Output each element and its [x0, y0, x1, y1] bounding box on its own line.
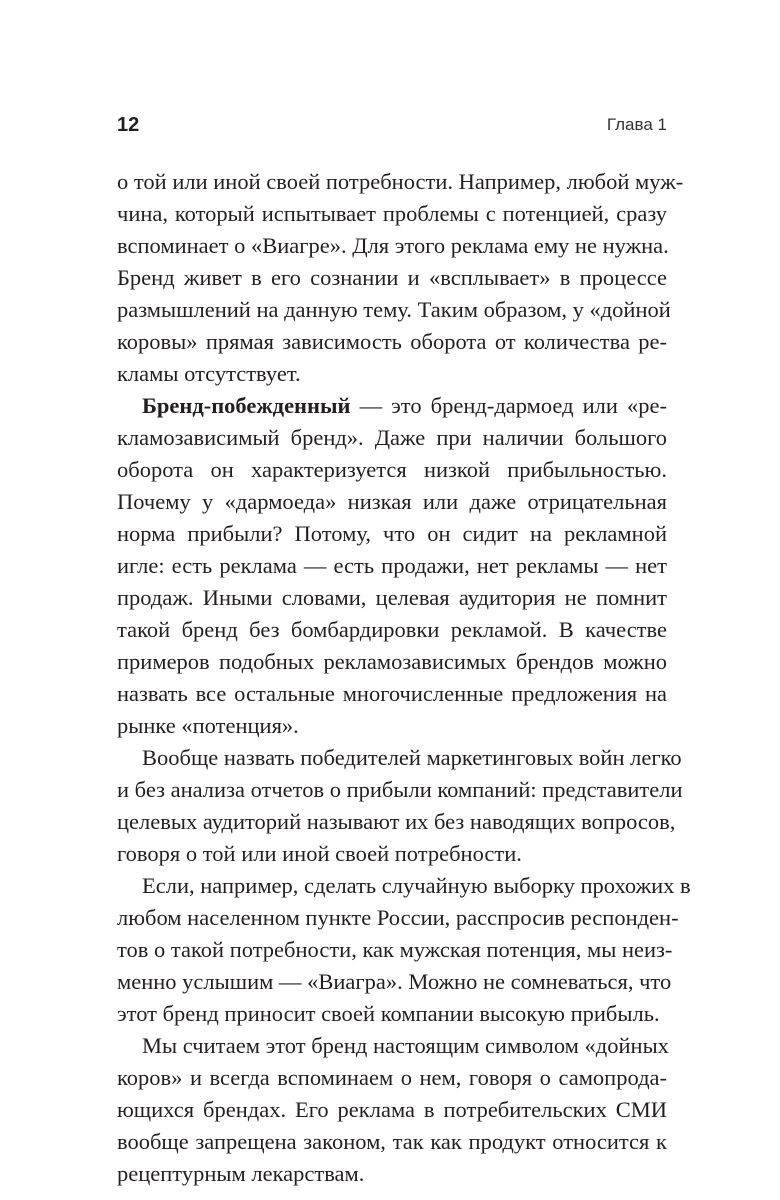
- text-line: такой бренд без бомбардировки рекламой. В качестве: [117, 617, 667, 642]
- text-line: чина, который испытывает проблемы с потенцией, сразу: [117, 201, 667, 226]
- paragraph: [117, 390, 667, 742]
- text-line: назвать все остальные многочисленные предложения на: [117, 681, 667, 706]
- text-line: норма прибыли? Потому, что он сидит на рекламной: [117, 521, 667, 546]
- text-line: менно услышим — «Виагра». Можно не сомневаться, что: [117, 969, 672, 994]
- text-line: рецептурным лекарствам.: [117, 1161, 365, 1186]
- text-line: кламы отсутствует.: [117, 361, 301, 386]
- text-line: и без анализа отчетов о прибыли компаний: представители: [117, 777, 683, 802]
- page-number: 12: [117, 114, 140, 136]
- paragraph: [117, 166, 684, 390]
- text-line: продаж. Иными словами, целевая аудитория не помнит: [117, 585, 667, 610]
- body-text: [117, 166, 691, 1190]
- running-header: [117, 114, 667, 140]
- text-line: коровы» прямая зависимость оборота от количества ре-: [117, 329, 667, 354]
- text-line: говоря о той или иной своей потребности.: [117, 841, 522, 866]
- paragraph: [117, 742, 683, 870]
- text-line: коров» и всегда вспоминаем о нем, говоря о самопрода-: [117, 1065, 667, 1090]
- text-line: Почему у «дармоеда» низкая или даже отрицательная: [117, 489, 667, 514]
- text-line: целевых аудиторий называют их без наводящих вопросов,: [117, 809, 676, 834]
- text-line: размышлений на данную тему. Таким образом, у «дойной: [117, 297, 671, 322]
- text-line: этот бренд приносит своей компании высокую прибыль.: [117, 1001, 660, 1026]
- text-line: вспоминает о «Виагре». Для этого реклама ему не нужна.: [117, 233, 669, 258]
- text-line: Мы считаем этот бренд настоящим символом «дойных: [142, 1033, 669, 1058]
- text-line: Если, например, сделать случайную выборку прохожих в: [142, 873, 691, 898]
- text-line: ющихся брендах. Его реклама в потребительских СМИ: [117, 1097, 667, 1122]
- text-line: оборота он характеризуется низкой прибыльностью.: [117, 457, 667, 482]
- text-line: Вообще назвать победителей маркетинговых войн легко: [142, 745, 682, 770]
- text-line: [117, 390, 667, 422]
- paragraph: [117, 1030, 667, 1190]
- text-line: любом населенном пункте России, расспросив респонден-: [117, 905, 679, 930]
- paragraph: [117, 870, 691, 1030]
- text-line: о той или иной своей потребности. Например, любой муж-: [117, 169, 684, 194]
- text-line: рынке «потенция».: [117, 713, 299, 738]
- chapter-title: Глава 1: [606, 115, 667, 134]
- text-line: кламозависимый бренд». Даже при наличии большого: [117, 425, 667, 450]
- text-span: — это бренд-дармоед или «ре-: [350, 393, 667, 418]
- text-line: примеров подобных рекламозависимых брендов можно: [117, 649, 667, 674]
- text-line: вообще запрещена законом, так как продукт относится к: [117, 1129, 667, 1154]
- text-line: Бренд живет в его сознании и «всплывает» в процессе: [117, 265, 667, 290]
- bold-term: Бренд-побежденный: [142, 393, 351, 418]
- text-line: игле: есть реклама — есть продажи, нет рекламы — нет: [117, 553, 667, 578]
- text-line: тов о такой потребности, как мужская потенция, мы неиз-: [117, 937, 673, 962]
